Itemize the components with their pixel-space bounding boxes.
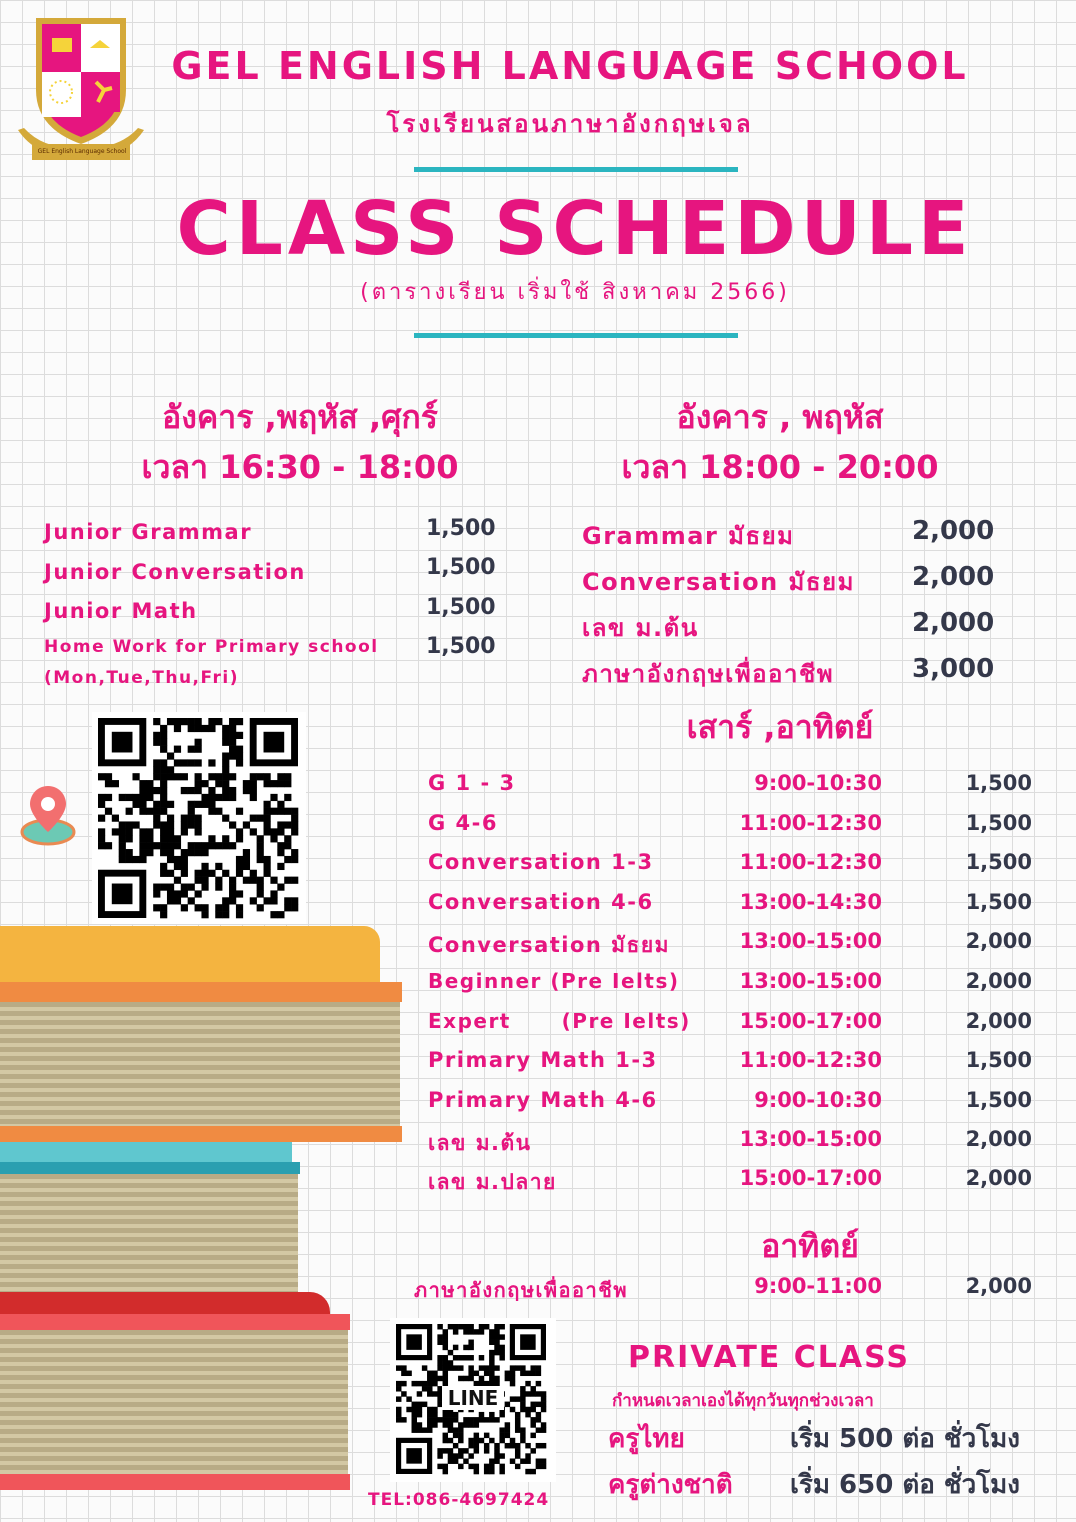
weekend-course-time: 9:00-10:30 xyxy=(754,1088,882,1112)
sunday-course-time: 9:00-11:00 xyxy=(754,1274,882,1298)
weekend-course-price: 2,000 xyxy=(965,1127,1032,1151)
crest-icon xyxy=(8,10,153,170)
weekend-course-time: 15:00-17:00 xyxy=(739,1166,882,1190)
left-course-name: Junior Conversation xyxy=(44,560,306,584)
book-top-pages xyxy=(0,1002,400,1128)
left-course-price: 1,500 xyxy=(426,634,496,659)
book-bottom-base xyxy=(0,1474,350,1490)
book-mid-edge xyxy=(0,1162,300,1174)
left-course-price: 1,500 xyxy=(426,516,496,541)
page-title: CLASS SCHEDULE xyxy=(176,186,974,272)
weekend-course-price: 2,000 xyxy=(965,929,1032,953)
weekend-course-time: 13:00-15:00 xyxy=(739,969,882,993)
page-subtitle: (ตารางเรียน เริ่มใช้ สิงหาคม 2566) xyxy=(360,280,790,305)
book-mid-cover xyxy=(0,1142,292,1164)
book-top-edge xyxy=(0,982,402,1002)
sunday-course-price: 2,000 xyxy=(965,1274,1032,1298)
book-stack-decoration xyxy=(0,926,402,1496)
weekend-course-name: G 4-6 xyxy=(428,811,498,835)
weekend-course-time: 11:00-12:30 xyxy=(739,811,882,835)
weekend-course-name: Conversation มัธยม xyxy=(428,933,670,957)
right-course-name: เลข ม.ต้น xyxy=(582,614,699,642)
left-course-price: 1,500 xyxy=(426,595,496,620)
weekend-course-name: เลข ม.ต้น xyxy=(428,1131,532,1155)
weekend-course-price: 1,500 xyxy=(965,890,1032,914)
book-bottom-pages xyxy=(0,1330,348,1476)
weekend-course-name: Expert (Pre Ielts) xyxy=(428,1009,691,1033)
weekend-course-name: Primary Math 4-6 xyxy=(428,1088,658,1112)
weekday-right-days: อังคาร , พฤหัส xyxy=(676,398,884,436)
weekday-left-days: อังคาร ,พฤหัส ,ศุกร์ xyxy=(162,398,438,436)
weekend-course-price: 1,500 xyxy=(965,850,1032,874)
logo-label: GEL English Language School xyxy=(37,148,127,155)
left-course-name: Junior Math xyxy=(44,599,198,623)
private-class-value: เริ่ม 650 ต่อ ชั่วโมง xyxy=(790,1470,1020,1500)
sunday-course-name: ภาษาอังกฤษเพื่ออาชีพ xyxy=(414,1278,629,1302)
book-bottom-edge xyxy=(0,1314,350,1330)
weekend-course-price: 2,000 xyxy=(965,1166,1032,1190)
weekend-course-time: 13:00-14:30 xyxy=(739,890,882,914)
weekend-course-price: 2,000 xyxy=(965,969,1032,993)
right-course-name: ภาษาอังกฤษเพื่ออาชีพ xyxy=(582,660,835,688)
right-course-price: 3,000 xyxy=(912,654,995,684)
weekend-course-name: G 1 - 3 xyxy=(428,771,516,795)
weekend-course-name: Primary Math 1-3 xyxy=(428,1048,658,1072)
weekend-course-time: 13:00-15:00 xyxy=(739,1127,882,1151)
private-class-note: กำหนดเวลาเองได้ทุกวันทุกช่วงเวลา xyxy=(612,1391,874,1411)
phone-number: TEL:086-4697424 xyxy=(368,1490,550,1510)
weekend-course-time: 9:00-10:30 xyxy=(754,771,882,795)
private-class-value: เริ่ม 500 ต่อ ชั่วโมง xyxy=(790,1424,1020,1454)
left-course-name: Junior Grammar xyxy=(44,520,253,544)
bottom-divider xyxy=(414,333,738,338)
right-course-price: 2,000 xyxy=(912,608,995,638)
weekend-course-price: 1,500 xyxy=(965,1048,1032,1072)
right-course-name: Grammar มัธยม xyxy=(582,522,795,550)
left-course-name: Home Work for Primary school xyxy=(44,637,379,657)
left-course-price: 1,500 xyxy=(426,555,496,580)
weekend-heading: เสาร์ ,อาทิตย์ xyxy=(686,708,874,746)
private-class-label: ครูต่างชาติ xyxy=(608,1470,733,1500)
right-course-price: 2,000 xyxy=(912,562,995,592)
left-course-note: (Mon,Tue,Thu,Fri) xyxy=(44,668,240,688)
private-class-label: ครูไทย xyxy=(608,1424,685,1454)
school-name-th: โรงเรียนสอนภาษาอังกฤษเจล xyxy=(386,110,754,138)
weekend-course-time: 13:00-15:00 xyxy=(739,929,882,953)
book-bottom-cover xyxy=(0,1292,330,1314)
weekend-course-price: 2,000 xyxy=(965,1009,1032,1033)
weekday-left-time: เวลา 16:30 - 18:00 xyxy=(141,448,459,486)
weekend-course-name: เลข ม.ปลาย xyxy=(428,1170,557,1194)
top-divider xyxy=(414,167,738,172)
book-mid-pages xyxy=(0,1174,298,1294)
book-top-cover xyxy=(0,926,380,984)
book-top-base xyxy=(0,1126,402,1142)
right-course-name: Conversation มัธยม xyxy=(582,568,855,596)
map-qr-code[interactable] xyxy=(92,712,306,924)
school-logo xyxy=(8,10,153,170)
weekend-course-time: 11:00-12:30 xyxy=(739,1048,882,1072)
weekend-course-time: 15:00-17:00 xyxy=(739,1009,882,1033)
line-qr-label: LINE xyxy=(442,1386,504,1410)
sunday-heading: อาทิตย์ xyxy=(761,1227,859,1265)
weekday-right-time: เวลา 18:00 - 20:00 xyxy=(621,448,939,486)
weekend-course-time: 11:00-12:30 xyxy=(739,850,882,874)
location-pin-icon xyxy=(18,782,78,848)
line-qr-code[interactable] xyxy=(390,1318,556,1482)
weekend-course-price: 1,500 xyxy=(965,811,1032,835)
right-course-price: 2,000 xyxy=(912,516,995,546)
weekend-course-name: Beginner (Pre Ielts) xyxy=(428,969,680,993)
weekend-course-price: 1,500 xyxy=(965,771,1032,795)
weekend-course-name: Conversation 4-6 xyxy=(428,890,654,914)
private-class-heading: PRIVATE CLASS xyxy=(628,1340,910,1375)
weekend-course-price: 1,500 xyxy=(965,1088,1032,1112)
school-name-en: GEL ENGLISH LANGUAGE SCHOOL xyxy=(171,44,969,88)
weekend-course-name: Conversation 1-3 xyxy=(428,850,654,874)
